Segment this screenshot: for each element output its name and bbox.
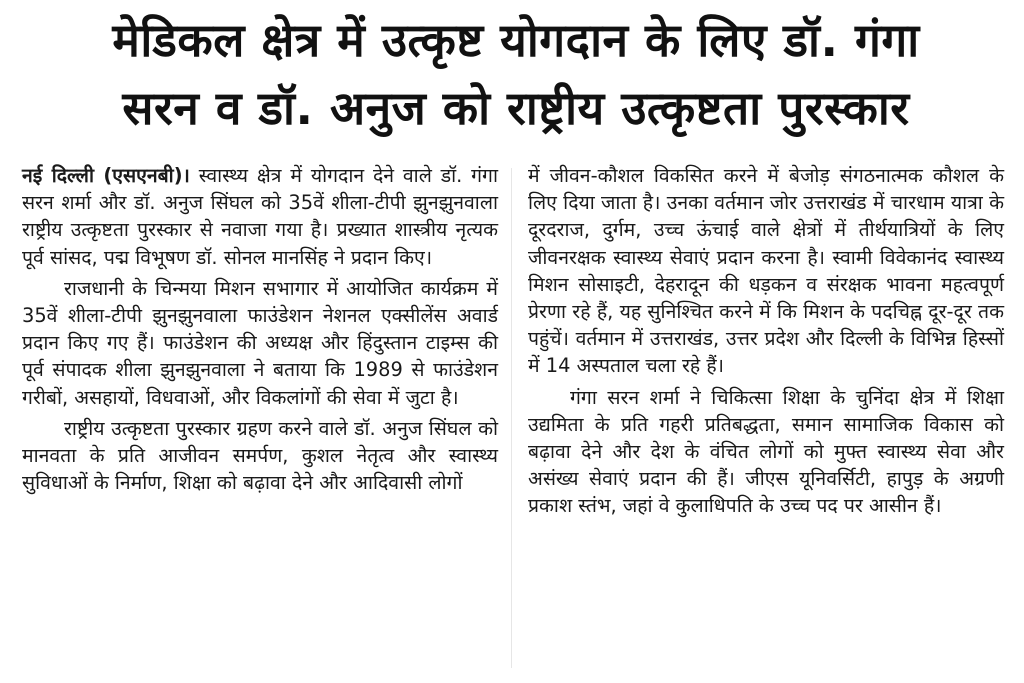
article-paragraph: राजधानी के चिन्मया मिशन सभागार में आयोजित कार्यक्रम में 35वें शीला-टीपी झुनझुनवाला फाउंडेशन नेशनल एक्सीलेंस अवार्ड प्रदान किए गए हैं। फाउंडेशन की अध्यक्ष और हिंदुस्तान टाइम्स की पूर्व संपादक शीला झुनझुनवाला ने बताया कि 1989 से फाउंडेशन गरीबों, असहायों, विधवाओं, और विकलांगों की सेवा में जुटा है। [22,276,498,409]
article-paragraph: में जीवन-कौशल विकसित करने में बेजोड़ संगठनात्मक कौशल के लिए दिया जाता है। उनका वर्तमान जोर उत्तराखंड में चारधाम यात्रा के दूरदराज, दुर्गम, उच्च ऊंचाई वाले क्षेत्रों में तीर्थयात्रियों के लिए जीवनरक्षक स्वास्थ्य सेवाएं प्रदान करना है। स्वामी विवेकानंद स्वास्थ्य मिशन सोसाइटी, देहरादून की धड़कन व संरक्षक भावना महत्वपूर्ण प्रेरणा रहे हैं, यह सुनिश्चित करने में कि मिशन के पदचिह्न दूर-दूर तक पहुंचें। वर्तमान में उत्तराखंड, उत्तर प्रदेश और दिल्ली के विभिन्न हिस्सों में 14 अस्पताल चला रहे हैं। [528,164,1004,378]
paragraph-text: स्वास्थ्य क्षेत्र में योगदान देने वाले डॉ. गंगा सरन शर्मा और डॉ. अनुज सिंघल को 35वें शीला-टीपी झुनझुनवाला राष्ट्रीय उत्कृष्टता पुरस्कार से नवाजा गया है। प्रख्यात शास्त्रीय नृत्यक पूर्व सांसद, पद्म विभूषण डॉ. सोनल मानसिंह ने प्रदान किए। [22,164,499,269]
article-body [22,162,1010,524]
article-column-left [22,162,498,524]
headline-line-1: मेडिकल क्षेत्र में उत्कृष्ट योगदान के लिए डॉ. गंगा [112,13,920,67]
article-paragraph: राष्ट्रीय उत्कृष्टता पुरस्कार ग्रहण करने वाले डॉ. अनुज सिंघल को मानवता के प्रति आजीवन समर्पण, कुशल नेतृत्व और स्वास्थ्य सुविधाओं के निर्माण, शिक्षा को बढ़ावा देने और आदिवासी लोगों [22,416,498,495]
article-paragraph: गंगा सरन शर्मा ने चिकित्सा शिक्षा के चुनिंदा क्षेत्र में शिक्षा उद्यमिता के प्रति गहरी प्रतिबद्धता, समान सामाजिक विकास को बढ़ावा देने और देश के वंचित लोगों को मुफ्त स्वास्थ्य सेवा और असंख्य सेवाएं प्रदान की हैं। जीएस यूनिवर्सिटी, हापुड़ के अग्रणी प्रकाश स्तंभ, जहां वे कुलाधिपति के उच्च पद पर आसीन हैं। [528,385,1004,518]
article-paragraph [22,162,498,271]
headline [22,0,1010,142]
dateline: नई दिल्ली (एसएनबी)। [22,164,190,187]
headline-line-2: सरन व डॉ. अनुज को राष्ट्रीय उत्कृष्टता पुरस्कार [122,81,910,135]
article-column-right [528,162,1004,524]
